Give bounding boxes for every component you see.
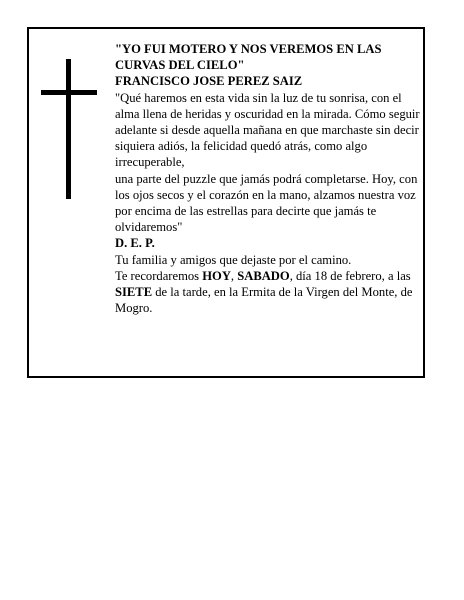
event-today: HOY [202, 268, 231, 283]
event-text-1: Te recordaremos [115, 268, 203, 283]
deceased-name: FRANCISCO JOSE PEREZ SAIZ [115, 74, 303, 89]
obituary-notice [27, 27, 425, 378]
cross-vertical-bar [66, 59, 71, 199]
rip-line: D. E. P. [115, 236, 155, 251]
event-details [115, 268, 421, 317]
cross-horizontal-bar [41, 90, 97, 95]
event-time: SIETE [115, 285, 153, 300]
family-line: Tu familia y amigos que dejaste por el camino. [115, 252, 352, 267]
event-text-3: , día 18 de febrero, a las [289, 268, 411, 283]
cross-icon [41, 59, 97, 199]
notice-headline: "YO FUI MOTERO Y NOS VEREMOS EN LAS CURVAS DEL CIELO" [115, 42, 382, 73]
event-text-2: , [230, 268, 238, 283]
event-day: SABADO [237, 268, 290, 283]
notice-text [115, 41, 421, 316]
event-text-4: de la tarde, en la Ermita de la Virgen del Monte, de Mogro. [115, 285, 413, 316]
poem-part-2: una parte del puzzle que jamás podrá completarse. Hoy, con los ojos secos y el corazón en la mano, alzamos nuestra voz por encima de las estrellas para decirte que jamás te olvidaremos" [115, 171, 418, 235]
poem-part-1: "Qué haremos en esta vida sin la luz de tu sonrisa, con el alma llena de heridas y oscuridad en la mirada. Cómo seguir adelante si desde aquella mañana en que marchaste sin decir siquiera adiós, la felicidad quedó atrás, como algo irrecuperable, [115, 90, 420, 170]
